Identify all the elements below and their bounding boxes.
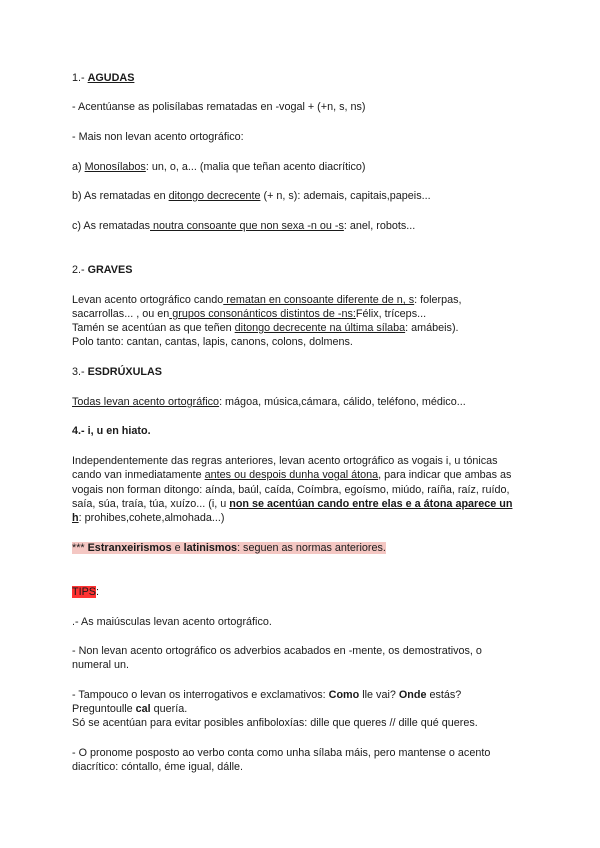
estranxeirismos-note: *** Estranxeirismos e latinismos: seguen as normas anteriores. xyxy=(72,542,386,554)
hiato-line-2: cando van inmediatamente antes ou despois dunha vogal átona, para indicar que ambas as xyxy=(72,469,512,481)
tip-4-line-1: - O pronome posposto ao verbo conta como unha sílaba máis, pero mantense o acento xyxy=(72,747,491,759)
heading-agudas: 1.- AGUDAS xyxy=(72,72,135,84)
tip-3-line-1: - Tampouco o levan os interrogativos e exclamativos: Como lle vai? Onde estás? xyxy=(72,689,462,701)
tip-1: .- As maiúsculas levan acento ortográfico. xyxy=(72,616,272,628)
graves-line-1: Levan acento ortográfico cando rematan en consoante diferente de n, s: folerpas, xyxy=(72,294,462,306)
hiato-line-1: Independentemente das regras anteriores, levan acento ortográfico as vogais i, u tónicas xyxy=(72,455,498,467)
hiato-line-4: saía, súa, traía, túa, xuízo... (i, u non se acentúan cando entre elas e a átona aparece un xyxy=(72,498,513,510)
tip-2-line-1: - Non levan acento ortográfico os adverbios acabados en -mente, os demostrativos, o xyxy=(72,645,482,657)
graves-line-2: sacarrollas... , ou en grupos consonánticos distintos de -ns:Félix, tríceps... xyxy=(72,308,427,320)
tip-4-line-2: diacrítico: cóntallo, éme igual, dálle. xyxy=(72,761,244,773)
graves-line-3: Tamén se acentúan as que teñen ditongo decrecente na última sílaba: amábeis). xyxy=(72,322,459,334)
agudas-item-a: a) Monosílabos: un, o, a... (malia que teñan acento diacrítico) xyxy=(72,161,366,173)
hiato-line-3: vogais non forman ditongo: aínda, baúl, caída, Coímbra, egoísmo, miúdo, raíña, raíz, ruído, xyxy=(72,484,510,496)
agudas-rule: - Acentúanse as polisílabas rematadas en -vogal + (+n, s, ns) xyxy=(72,101,366,113)
tip-2-line-2: numeral un. xyxy=(72,659,130,671)
tip-3-line-2: Preguntoulle cal quería. xyxy=(72,703,188,715)
tips-label: TIPS: xyxy=(72,586,99,598)
agudas-item-c: c) As rematadas noutra consoante que non sexa -n ou -s: anel, robots... xyxy=(72,220,416,232)
agudas-item-b: b) As rematadas en ditongo decrecente (+ n, s): ademais, capitais,papeis... xyxy=(72,190,431,202)
esdruxulas-text: Todas levan acento ortográfico: mágoa, música,cámara, cálido, teléfono, médico... xyxy=(72,396,466,408)
tip-3-line-3: Só se acentúan para evitar posibles anfiboloxías: dille que queres // dille qué queres. xyxy=(72,717,478,729)
heading-graves: 2.- GRAVES xyxy=(72,264,133,276)
heading-esdruxulas: 3.- ESDRÚXULAS xyxy=(72,366,162,378)
graves-line-4: Polo tanto: cantan, cantas, lapis, canons, colons, dolmens. xyxy=(72,336,353,348)
agudas-exception-intro: - Mais non levan acento ortográfico: xyxy=(72,131,244,143)
heading-hiato: 4.- i, u en hiato. xyxy=(72,425,151,437)
hiato-line-5: h: prohibes,cohete,almohada...) xyxy=(72,512,225,524)
